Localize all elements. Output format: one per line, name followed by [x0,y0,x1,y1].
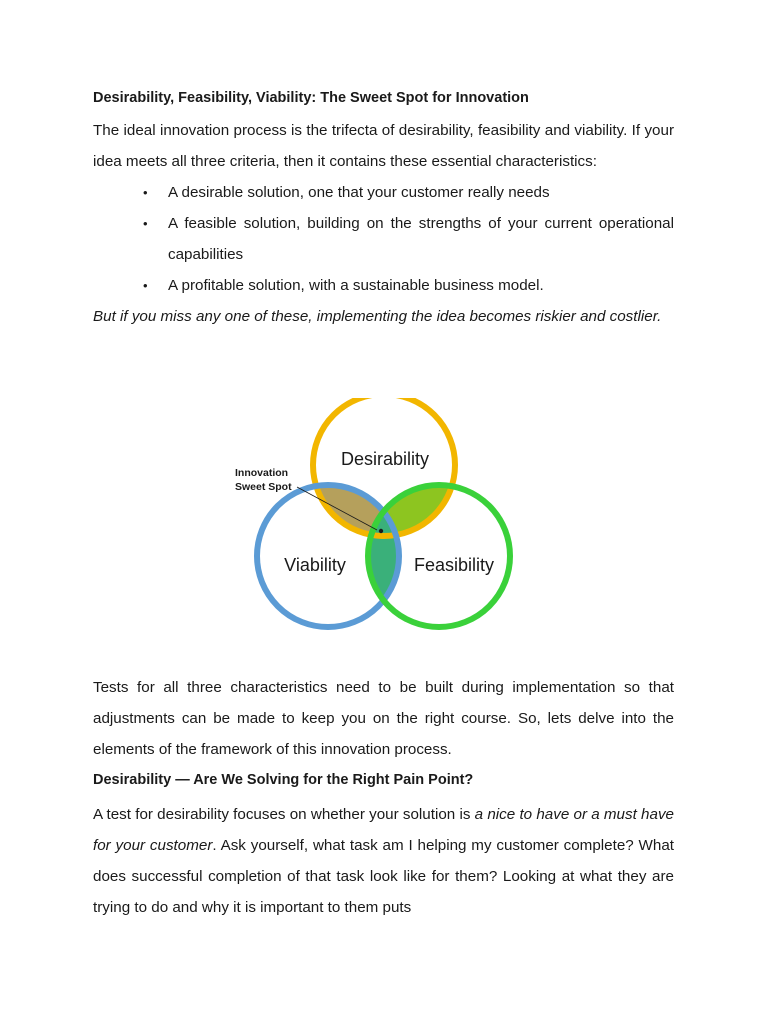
desirability-paragraph-emphasis: a nice to have or a must have for your customer [93,806,674,854]
venn-diagram [225,398,525,638]
callout-line-1: Innovation [235,467,289,479]
list-item-text: A profitable solution, with a sustainable business model. [168,277,544,294]
page-title: Desirability, Feasibility, Viability: The Sweet Spot for Innovation [93,90,529,106]
viability-label: Viability [284,555,346,575]
lower-content [93,672,674,923]
tests-paragraph: Tests for all three characteristics need to be built during implementation so that adjustments can be made to keep you on the right course. So, lets delve into the elements of the framework of this innovation process. [93,679,674,758]
list-item-text: A feasible solution, building on the strengths of your current operational capabilities [168,215,674,263]
intro-paragraph: The ideal innovation process is the trifecta of desirability, feasibility and viability. If your idea meets all three criteria, then it contains these essential characteristics: [93,122,674,170]
feasibility-label: Feasibility [413,555,495,575]
list-item [93,177,674,208]
list-item [93,208,674,270]
list-item [93,270,674,301]
upper-content [93,84,674,332]
section-heading-desirability: Desirability — Are We Solving for the Right Pain Point? [93,772,474,788]
bullet-icon: • [143,278,148,293]
list-item-text: A desirable solution, one that your customer really needs [168,184,550,201]
desirability-label: Desirability [340,449,430,469]
callout-line-2: Sweet Spot [235,481,292,493]
bullet-icon: • [143,216,148,231]
bullet-icon: • [143,185,148,200]
desirability-paragraph-end: . Ask yourself, what task am I helping my customer complete? What does successful completion of that task look like for them? Looking at what they are trying to do and why it is important to them puts [93,837,674,916]
desirability-paragraph [93,799,674,923]
warning-paragraph: But if you miss any one of these, implementing the idea becomes riskier and costlier. [93,308,662,325]
characteristics-list [93,177,674,301]
desirability-paragraph-start: A test for desirability focuses on whether your solution is [93,806,475,823]
sweet-spot-marker [379,529,383,533]
